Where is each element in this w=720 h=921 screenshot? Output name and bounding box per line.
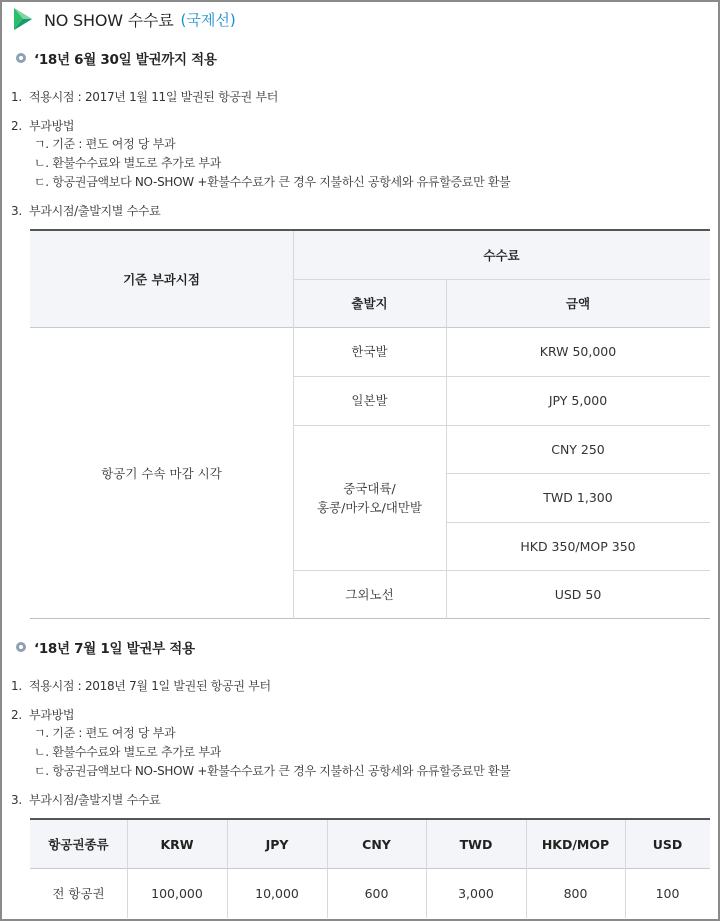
divider [625,820,626,918]
divider [127,820,128,918]
divider [293,425,710,426]
amount-hkd-mop: HKD 350/MOP 350 [520,538,636,554]
section1-item-2 [11,117,74,134]
header-origin: 출발지 [293,279,446,327]
page-subtitle: (국제선) [180,10,236,29]
section2-subitem-c: ㄷ. 항공권금액보다 NO-SHOW +환불수수료가 큰 경우 지불하신 공항세와 유류할증료만 환불 [34,764,511,778]
header-jpy: JPY [227,820,327,868]
header-fee: 수수료 [293,231,710,279]
brand-logo-icon [14,8,32,30]
section2-item-1 [11,677,271,694]
divider [426,820,427,918]
item-text: 부과방법 [29,708,75,722]
row-usd: 100 [655,885,680,901]
item-text: 부과시점/출발지별 수수료 [29,793,161,807]
amount-twd: TWD 1,300 [543,489,613,505]
section2-heading [16,637,195,657]
row-krw: 100,000 [151,885,203,901]
amount-cny: CNY 250 [551,441,605,457]
item-number: 2. [11,708,22,722]
divider [293,279,710,280]
section2-subitem-b: ㄴ. 환불수수료와 별도로 추가로 부과 [34,745,221,759]
fee-table-2017 [30,229,710,617]
origin-other: 그외노선 [345,587,394,602]
item-text: 적용시점 : 2017년 1월 11일 발권된 항공권 부터 [29,90,279,104]
origin-korea: 한국발 [351,344,388,359]
amount-korea: KRW 50,000 [539,343,617,359]
header-basis: 기준 부과시점 [30,231,293,327]
row-ticket-type: 전 항공권 [52,886,105,901]
divider [327,820,328,918]
divider [227,820,228,918]
page-header [14,6,236,32]
item-text: 부과방법 [29,119,75,133]
header-usd: USD [625,820,710,868]
item-number: 2. [11,119,22,133]
divider [446,522,710,523]
item-number: 1. [11,679,22,693]
header-ticket-type: 항공권종류 [30,820,127,868]
origin-china-region [293,425,446,570]
section1-subitem-b: ㄴ. 환불수수료와 별도로 추가로 부과 [34,156,221,170]
origin-china-line1: 중국대륙/ [343,480,396,496]
row-jpy: 10,000 [255,885,299,901]
item-text: 부과시점/출발지별 수수료 [29,204,161,218]
section1-item-1 [11,88,278,105]
item-number: 1. [11,90,22,104]
amount-other: USD 50 [554,586,602,602]
divider [30,618,710,619]
header-hkd-mop: HKD/MOP [526,820,625,868]
page-title: NO SHOW 수수료 [44,10,174,30]
fee-table-2018 [30,818,710,916]
section1-subitem-c: ㄷ. 항공권금액보다 NO-SHOW +환불수수료가 큰 경우 지불하신 공항세와 유류할증료만 환불 [34,175,511,189]
circle-bullet-icon [16,642,26,652]
section1-heading [16,48,217,68]
section2-item-2 [11,706,74,723]
amount-japan: JPY 5,000 [548,392,608,408]
divider [30,868,710,869]
divider [526,820,527,918]
row-cny: 600 [364,885,389,901]
item-text: 적용시점 : 2018년 7월 1일 발권된 항공권 부터 [29,679,271,693]
item-number: 3. [11,204,22,218]
origin-japan: 일본발 [351,393,388,408]
row-hkd-mop: 800 [563,885,588,901]
divider [293,231,294,619]
divider [446,279,447,619]
section1-item-3 [11,202,160,219]
section2-heading-text: ‘18년 7월 1일 발권부 적용 [34,641,195,657]
section1-heading-text: ‘18년 6월 30일 발권까지 적용 [34,52,217,68]
basis-value: 항공기 수속 마감 시각 [101,465,222,481]
header-cny: CNY [327,820,426,868]
header-twd: TWD [426,820,526,868]
divider [293,570,710,571]
section2-subitem-a: ㄱ. 기준 : 편도 여정 당 부과 [34,726,176,740]
divider [446,473,710,474]
header-krw: KRW [127,820,227,868]
item-number: 3. [11,793,22,807]
origin-china-line2: 홍콩/마카오/대만발 [316,499,423,515]
divider [30,327,710,328]
row-twd: 3,000 [458,885,494,901]
section1-subitem-a: ㄱ. 기준 : 편도 여정 당 부과 [34,137,176,151]
section2-item-3 [11,791,160,808]
circle-bullet-icon [16,53,26,63]
divider [293,376,710,377]
header-amount: 금액 [446,279,710,327]
